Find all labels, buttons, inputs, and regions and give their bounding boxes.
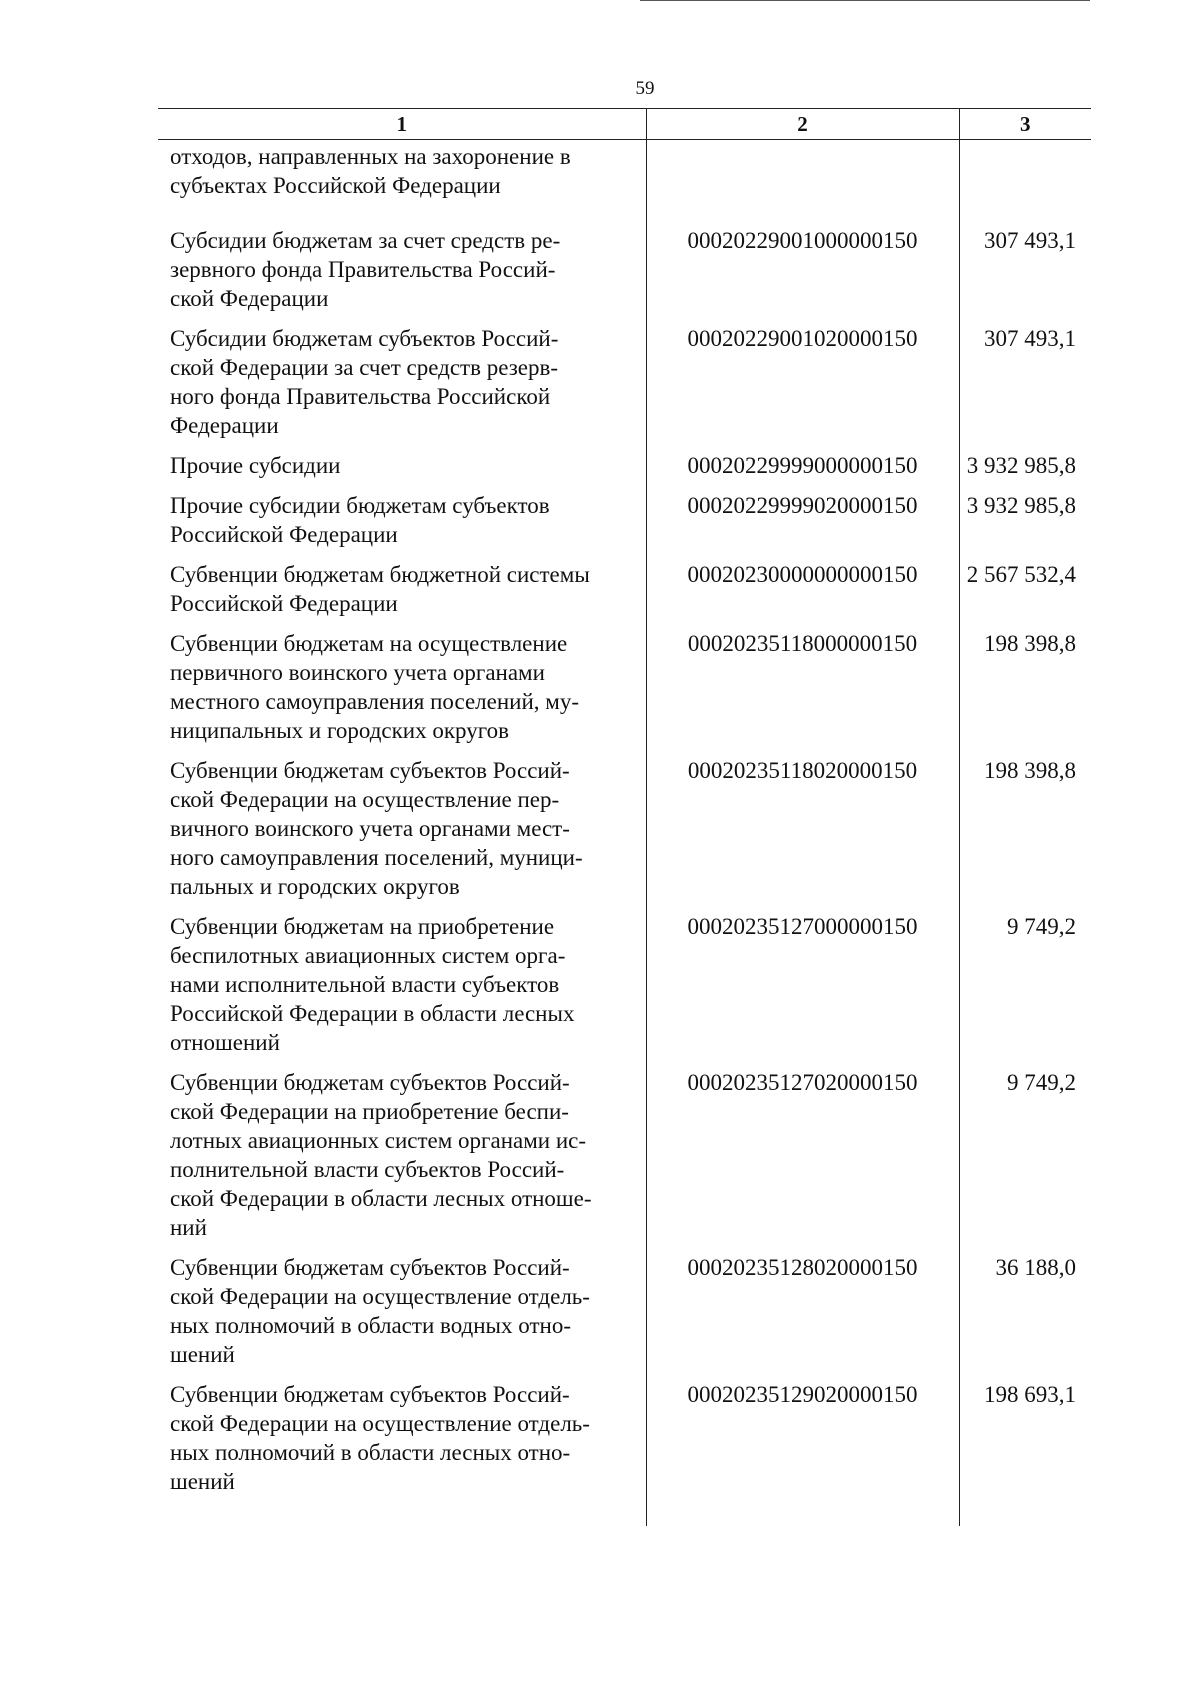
table-row bbox=[158, 629, 1091, 756]
row-code: 00020229001020000150 bbox=[646, 324, 959, 451]
row-amount bbox=[959, 140, 1091, 227]
column-header-1: 1 bbox=[158, 109, 646, 140]
row-amount: 3 932 985,8 bbox=[959, 491, 1091, 560]
top-rule bbox=[640, 0, 1090, 1]
row-amount: 198 398,8 bbox=[959, 629, 1091, 756]
row-amount: 2 567 532,4 bbox=[959, 560, 1091, 629]
row-code: 00020235127000000150 bbox=[646, 912, 959, 1068]
table-row bbox=[158, 451, 1091, 491]
row-code: 00020235128020000150 bbox=[646, 1253, 959, 1380]
row-code: 00020235129020000150 bbox=[646, 1380, 959, 1526]
row-code: 00020235127020000150 bbox=[646, 1068, 959, 1253]
row-amount: 9 749,2 bbox=[959, 1068, 1091, 1253]
row-amount: 3 932 985,8 bbox=[959, 451, 1091, 491]
row-name: Субвенции бюджетам на осуществление первичного воинского учета органами местного самоуправления поселений, му- ниципальных и городских округов bbox=[170, 631, 580, 743]
table-row bbox=[158, 756, 1091, 912]
row-name: Субвенции бюджетам на приобретение беспилотных авиационных систем орга- нами исполнительной власти субъектов Российской Федерации в области лесных отношений bbox=[170, 914, 575, 1055]
table-row bbox=[158, 1380, 1091, 1526]
header-row bbox=[158, 109, 1091, 140]
row-amount: 36 188,0 bbox=[959, 1253, 1091, 1380]
row-code: 00020229001000000150 bbox=[646, 226, 959, 324]
row-amount: 9 749,2 bbox=[959, 912, 1091, 1068]
row-name: Прочие субсидии бюджетам субъектов Российской Федерации bbox=[170, 493, 550, 547]
row-code: 00020230000000000150 bbox=[646, 560, 959, 629]
row-name: отходов, направленных на захоронение в субъектах Российской Федерации bbox=[170, 144, 571, 198]
table-row bbox=[158, 140, 1091, 227]
row-name: Субвенции бюджетам субъектов Россий- ской Федерации на осуществление отдель- ных полномочий в области лесных отно- шений bbox=[170, 1382, 590, 1494]
table-row bbox=[158, 226, 1091, 324]
row-code: 00020229999020000150 bbox=[646, 491, 959, 560]
row-amount: 307 493,1 bbox=[959, 226, 1091, 324]
row-code: 00020235118020000150 bbox=[646, 756, 959, 912]
row-code bbox=[646, 140, 959, 227]
row-name: Субвенции бюджетам субъектов Россий- ской Федерации на осуществление пер- вичного воинского учета органами мест- ного самоуправления поселений, муници- пальных и городских округов bbox=[170, 758, 583, 899]
row-name: Прочие субсидии bbox=[170, 453, 341, 478]
row-name: Субсидии бюджетам субъектов Россий- ской Федерации за счет средств резерв- ного фонда Правительства Российской Федерации bbox=[170, 326, 559, 438]
table-row bbox=[158, 324, 1091, 451]
row-amount: 198 398,8 bbox=[959, 756, 1091, 912]
row-amount: 307 493,1 bbox=[959, 324, 1091, 451]
column-header-2: 2 bbox=[646, 109, 959, 140]
table-row bbox=[158, 912, 1091, 1068]
budget-table bbox=[158, 108, 1091, 1526]
row-name: Субсидии бюджетам за счет средств ре- зервного фонда Правительства Россий- ской Федерации bbox=[170, 228, 561, 311]
row-name: Субвенции бюджетам субъектов Россий- ской Федерации на приобретение беспи- лотных авиационных систем органами ис- полнительной власти субъектов Россий- ской Федерации в области лесных отноше- ний bbox=[170, 1070, 592, 1240]
table-row bbox=[158, 491, 1091, 560]
row-amount: 198 693,1 bbox=[959, 1380, 1091, 1526]
page-number: 59 bbox=[635, 78, 655, 99]
column-header-3: 3 bbox=[959, 109, 1091, 140]
row-name: Субвенции бюджетам бюджетной системы Российской Федерации bbox=[170, 562, 590, 616]
table-row bbox=[158, 560, 1091, 629]
row-name: Субвенции бюджетам субъектов Россий- ской Федерации на осуществление отдель- ных полномочий в области водных отно- шений bbox=[170, 1255, 590, 1367]
row-code: 00020235118000000150 bbox=[646, 629, 959, 756]
row-code: 00020229999000000150 bbox=[646, 451, 959, 491]
table-row bbox=[158, 1068, 1091, 1253]
table-row bbox=[158, 1253, 1091, 1380]
